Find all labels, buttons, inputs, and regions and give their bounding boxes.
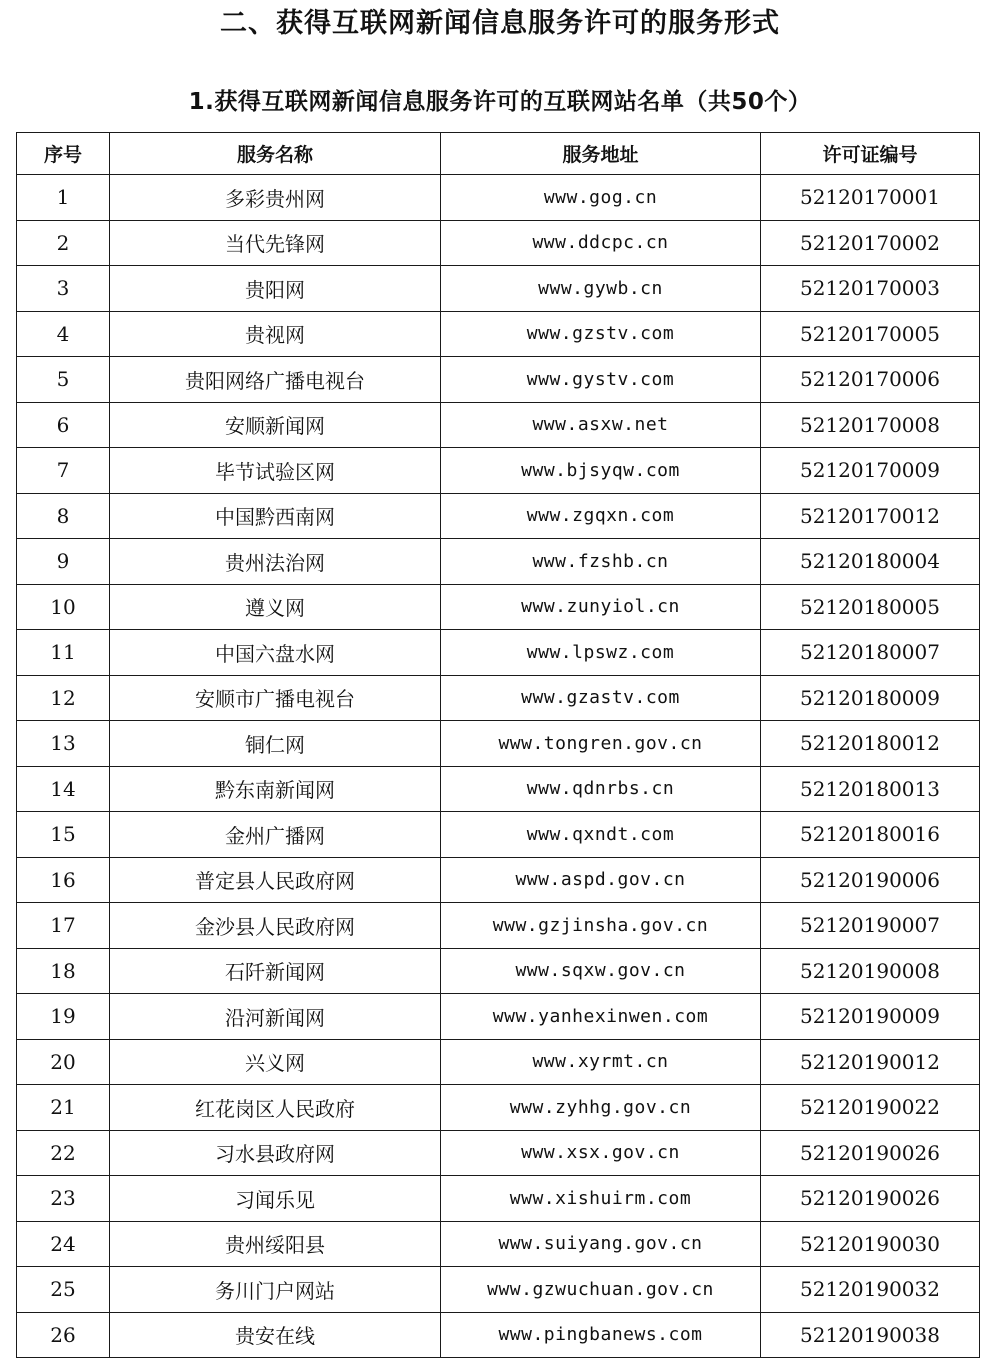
table-row <box>17 948 980 994</box>
header-license-number: 许可证编号 <box>761 133 980 175</box>
cell-seq: 1 <box>17 175 110 221</box>
cell-license-number: 52120190026 <box>761 1176 980 1222</box>
cell-service-url: www.aspd.gov.cn <box>441 857 761 903</box>
cell-seq: 20 <box>17 1039 110 1085</box>
cell-seq: 21 <box>17 1085 110 1131</box>
cell-seq: 10 <box>17 584 110 630</box>
cell-service-url: www.lpswz.com <box>441 630 761 676</box>
cell-license-number: 52120180016 <box>761 812 980 858</box>
cell-seq: 24 <box>17 1221 110 1267</box>
table-row <box>17 266 980 312</box>
cell-service-name: 金沙县人民政府网 <box>110 903 441 949</box>
cell-service-url: www.pingbanews.com <box>441 1312 761 1358</box>
cell-license-number: 52120190006 <box>761 857 980 903</box>
table-row <box>17 630 980 676</box>
cell-seq: 8 <box>17 493 110 539</box>
cell-license-number: 52120180005 <box>761 584 980 630</box>
cell-seq: 6 <box>17 402 110 448</box>
cell-service-name: 金州广播网 <box>110 812 441 858</box>
cell-license-number: 52120190026 <box>761 1130 980 1176</box>
cell-service-url: www.gzastv.com <box>441 675 761 721</box>
cell-seq: 18 <box>17 948 110 994</box>
cell-service-url: www.zyhhg.gov.cn <box>441 1085 761 1131</box>
cell-license-number: 52120190032 <box>761 1267 980 1313</box>
cell-service-url: www.gystv.com <box>441 357 761 403</box>
cell-service-url: www.fzshb.cn <box>441 539 761 585</box>
table-row <box>17 857 980 903</box>
cell-seq: 17 <box>17 903 110 949</box>
cell-license-number: 52120170001 <box>761 175 980 221</box>
cell-seq: 9 <box>17 539 110 585</box>
cell-license-number: 52120190022 <box>761 1085 980 1131</box>
cell-service-url: www.yanhexinwen.com <box>441 994 761 1040</box>
cell-service-name: 贵视网 <box>110 311 441 357</box>
cell-seq: 3 <box>17 266 110 312</box>
header-service-url: 服务地址 <box>441 133 761 175</box>
table-row <box>17 175 980 221</box>
table-row <box>17 675 980 721</box>
cell-service-name: 务川门户网站 <box>110 1267 441 1313</box>
cell-license-number: 52120170006 <box>761 357 980 403</box>
header-service-name: 服务名称 <box>110 133 441 175</box>
cell-service-url: www.gywb.cn <box>441 266 761 312</box>
cell-service-name: 贵安在线 <box>110 1312 441 1358</box>
cell-service-name: 习闻乐见 <box>110 1176 441 1222</box>
cell-service-name: 贵州法治网 <box>110 539 441 585</box>
cell-service-url: www.bjsyqw.com <box>441 448 761 494</box>
cell-service-name: 多彩贵州网 <box>110 175 441 221</box>
table-row <box>17 493 980 539</box>
cell-license-number: 52120170003 <box>761 266 980 312</box>
cell-license-number: 52120170009 <box>761 448 980 494</box>
table-body <box>17 175 980 1358</box>
table-row <box>17 1176 980 1222</box>
cell-service-url: www.zgqxn.com <box>441 493 761 539</box>
cell-service-name: 黔东南新闻网 <box>110 766 441 812</box>
cell-license-number: 52120190038 <box>761 1312 980 1358</box>
cell-service-url: www.qxndt.com <box>441 812 761 858</box>
cell-seq: 12 <box>17 675 110 721</box>
table-row <box>17 220 980 266</box>
table-row <box>17 1039 980 1085</box>
cell-license-number: 52120180007 <box>761 630 980 676</box>
cell-license-number: 52120170002 <box>761 220 980 266</box>
cell-service-name: 贵阳网络广播电视台 <box>110 357 441 403</box>
table-row <box>17 584 980 630</box>
cell-seq: 22 <box>17 1130 110 1176</box>
license-table <box>16 132 980 1358</box>
cell-service-name: 遵义网 <box>110 584 441 630</box>
cell-seq: 7 <box>17 448 110 494</box>
cell-license-number: 52120190007 <box>761 903 980 949</box>
cell-service-url: www.gog.cn <box>441 175 761 221</box>
cell-service-url: www.tongren.gov.cn <box>441 721 761 767</box>
table-row <box>17 1130 980 1176</box>
cell-service-name: 石阡新闻网 <box>110 948 441 994</box>
cell-seq: 5 <box>17 357 110 403</box>
table-row <box>17 721 980 767</box>
cell-service-name: 铜仁网 <box>110 721 441 767</box>
cell-service-url: www.zunyiol.cn <box>441 584 761 630</box>
cell-license-number: 52120180009 <box>761 675 980 721</box>
cell-service-url: www.qdnrbs.cn <box>441 766 761 812</box>
table-row <box>17 994 980 1040</box>
cell-seq: 25 <box>17 1267 110 1313</box>
cell-service-url: www.xishuirm.com <box>441 1176 761 1222</box>
cell-license-number: 52120190030 <box>761 1221 980 1267</box>
cell-service-url: www.xsx.gov.cn <box>441 1130 761 1176</box>
cell-service-url: www.sqxw.gov.cn <box>441 948 761 994</box>
cell-service-name: 习水县政府网 <box>110 1130 441 1176</box>
cell-service-url: www.ddcpc.cn <box>441 220 761 266</box>
cell-seq: 19 <box>17 994 110 1040</box>
cell-seq: 26 <box>17 1312 110 1358</box>
table-row <box>17 357 980 403</box>
cell-service-url: www.gzwuchuan.gov.cn <box>441 1267 761 1313</box>
cell-service-name: 安顺市广播电视台 <box>110 675 441 721</box>
cell-service-name: 贵阳网 <box>110 266 441 312</box>
table-row <box>17 1085 980 1131</box>
cell-seq: 11 <box>17 630 110 676</box>
cell-service-name: 兴义网 <box>110 1039 441 1085</box>
table-row <box>17 402 980 448</box>
table-row <box>17 1221 980 1267</box>
table-row <box>17 766 980 812</box>
section-title: 二、获得互联网新闻信息服务许可的服务形式 <box>220 8 780 39</box>
cell-seq: 14 <box>17 766 110 812</box>
table-row <box>17 448 980 494</box>
cell-license-number: 52120190012 <box>761 1039 980 1085</box>
cell-license-number: 52120190009 <box>761 994 980 1040</box>
cell-seq: 2 <box>17 220 110 266</box>
table-row <box>17 1267 980 1313</box>
cell-service-name: 贵州绥阳县 <box>110 1221 441 1267</box>
header-seq: 序号 <box>17 133 110 175</box>
cell-service-name: 当代先锋网 <box>110 220 441 266</box>
cell-service-url: www.asxw.net <box>441 402 761 448</box>
cell-license-number: 52120180012 <box>761 721 980 767</box>
cell-service-url: www.gzjinsha.gov.cn <box>441 903 761 949</box>
table-row <box>17 539 980 585</box>
cell-service-url: www.xyrmt.cn <box>441 1039 761 1085</box>
table-row <box>17 812 980 858</box>
cell-service-url: www.gzstv.com <box>441 311 761 357</box>
cell-seq: 23 <box>17 1176 110 1222</box>
cell-license-number: 52120180004 <box>761 539 980 585</box>
cell-service-url: www.suiyang.gov.cn <box>441 1221 761 1267</box>
cell-seq: 16 <box>17 857 110 903</box>
cell-service-name: 中国六盘水网 <box>110 630 441 676</box>
table-header-row <box>17 133 980 175</box>
cell-service-name: 沿河新闻网 <box>110 994 441 1040</box>
cell-service-name: 普定县人民政府网 <box>110 857 441 903</box>
list-title: 1.获得互联网新闻信息服务许可的互联网站名单（共50个） <box>188 89 812 115</box>
cell-service-name: 中国黔西南网 <box>110 493 441 539</box>
cell-service-name: 红花岗区人民政府 <box>110 1085 441 1131</box>
cell-license-number: 52120170005 <box>761 311 980 357</box>
cell-seq: 4 <box>17 311 110 357</box>
table-row <box>17 1312 980 1358</box>
cell-service-name: 毕节试验区网 <box>110 448 441 494</box>
cell-seq: 15 <box>17 812 110 858</box>
table-row <box>17 903 980 949</box>
cell-license-number: 52120170008 <box>761 402 980 448</box>
cell-license-number: 52120170012 <box>761 493 980 539</box>
cell-license-number: 52120180013 <box>761 766 980 812</box>
cell-license-number: 52120190008 <box>761 948 980 994</box>
cell-seq: 13 <box>17 721 110 767</box>
cell-service-name: 安顺新闻网 <box>110 402 441 448</box>
table-row <box>17 311 980 357</box>
